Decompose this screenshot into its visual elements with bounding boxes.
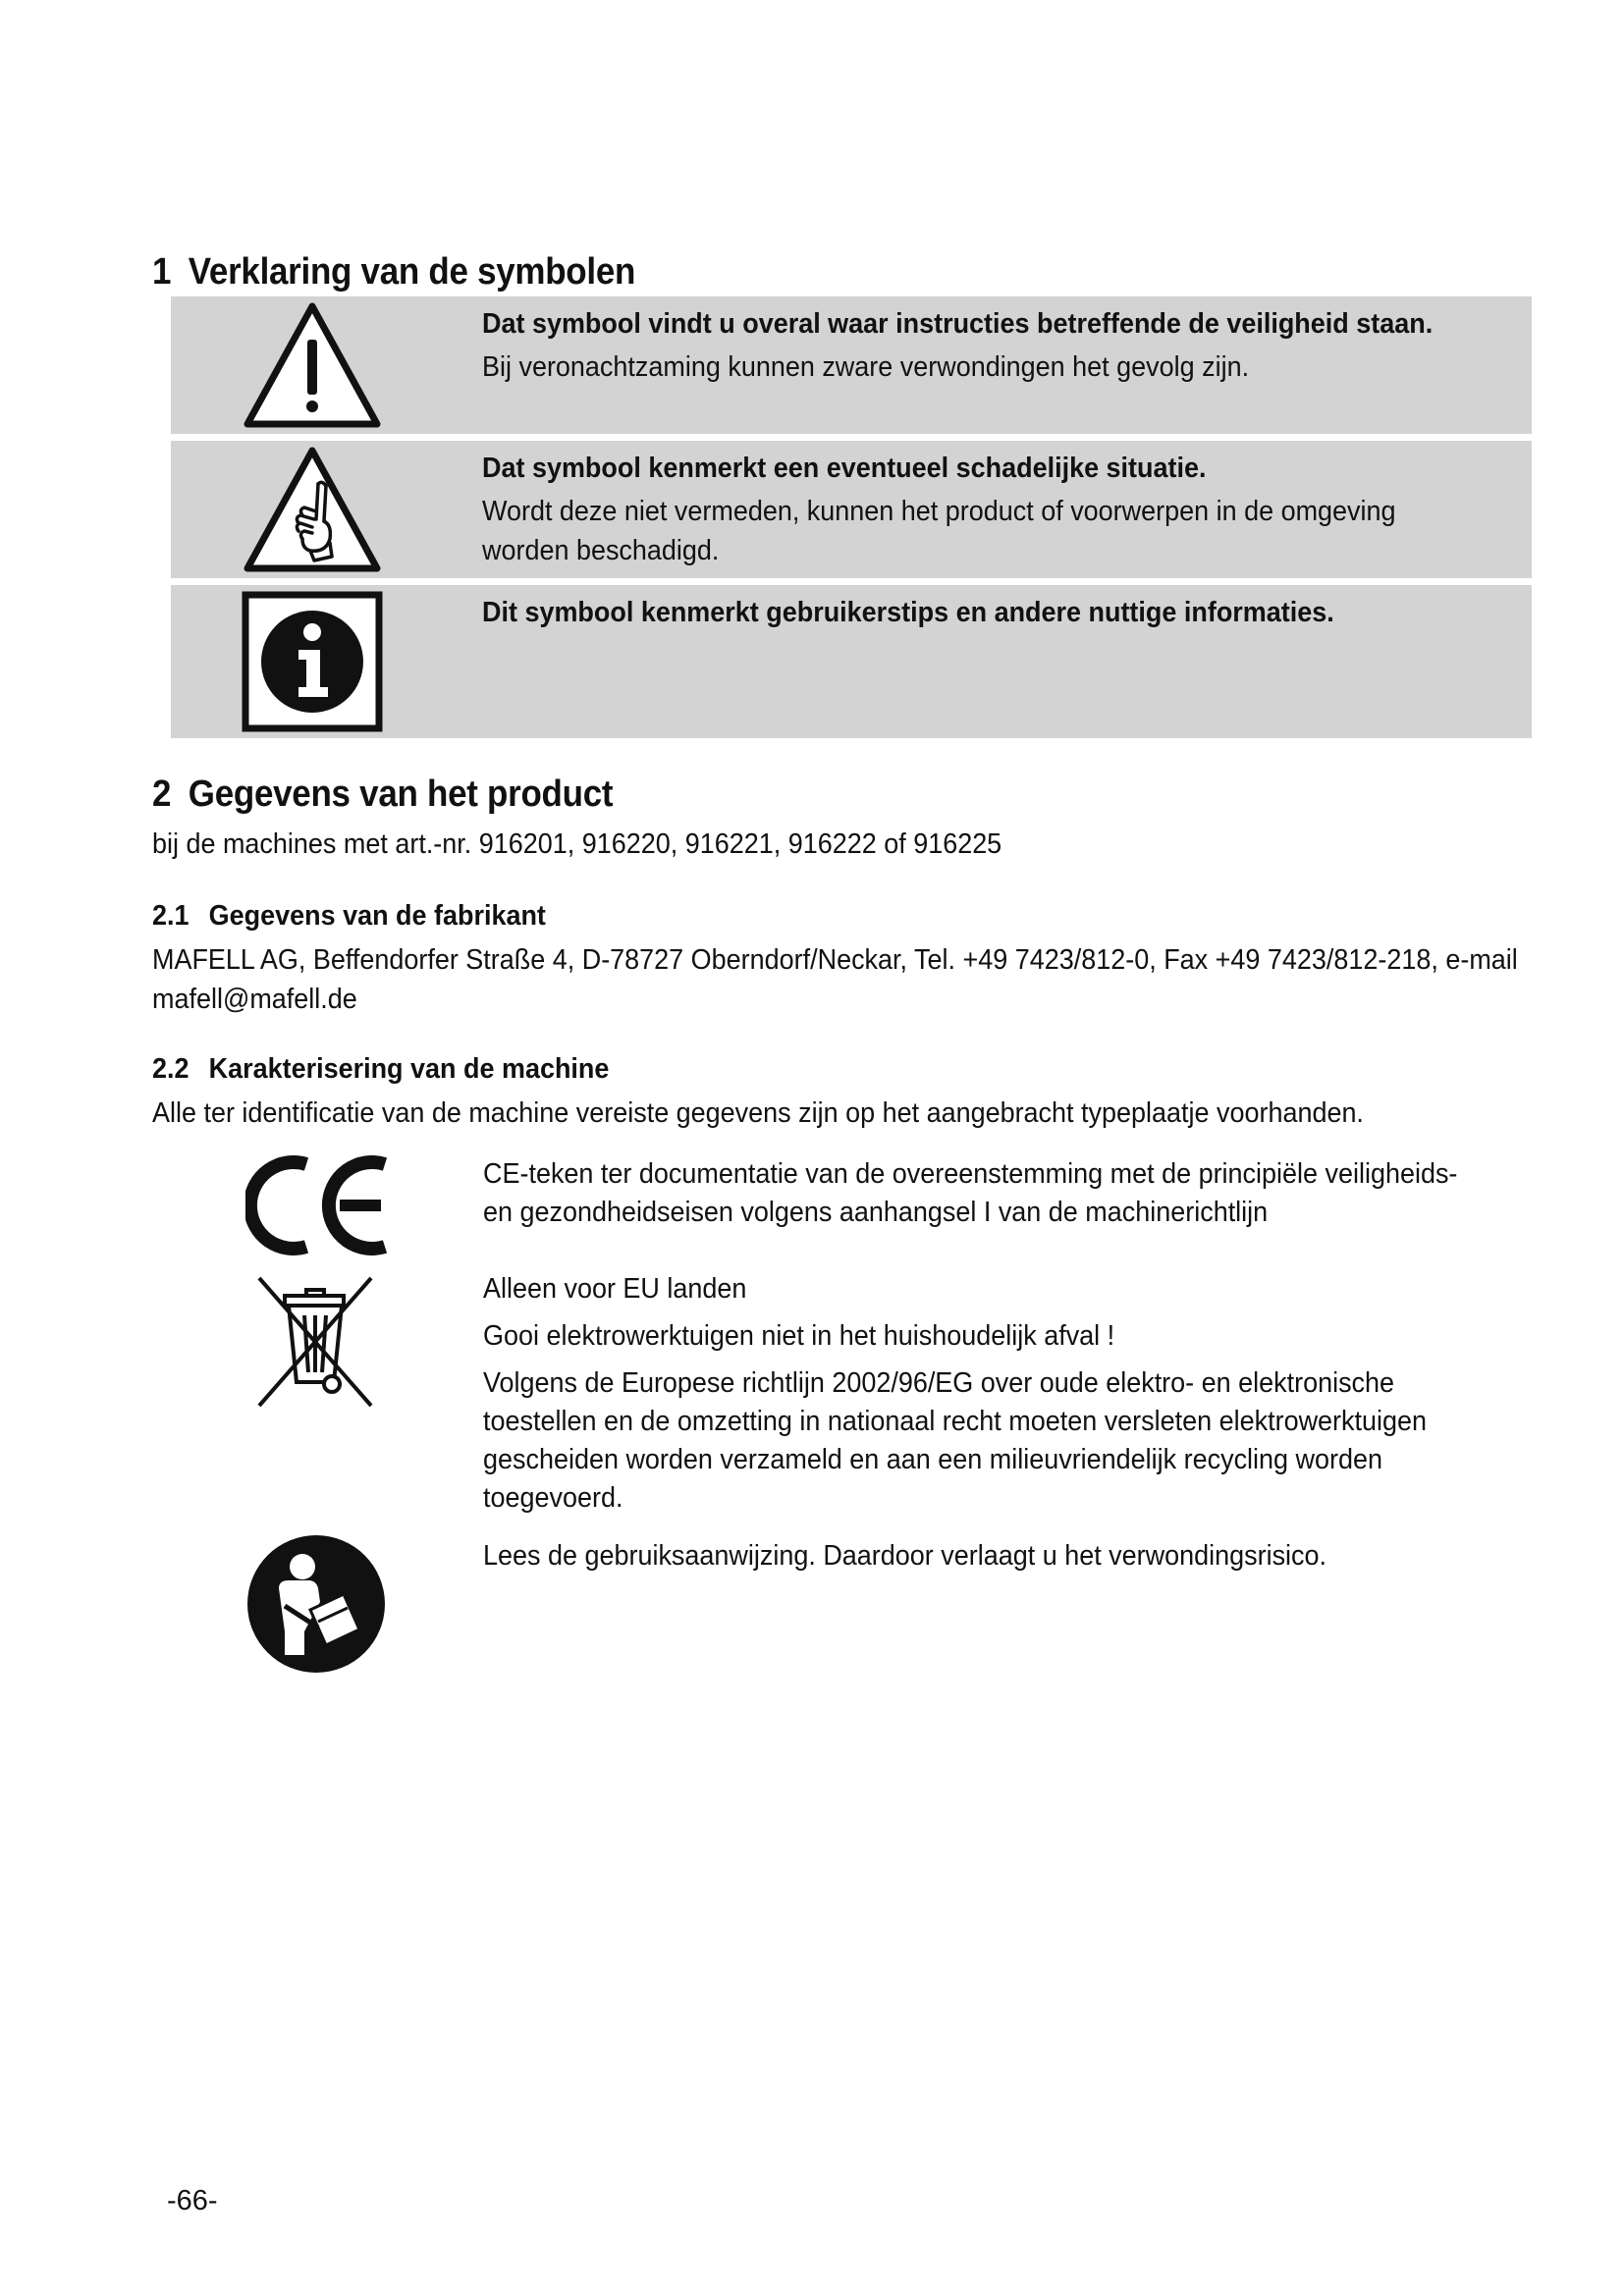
warning-hand-icon xyxy=(242,445,383,576)
weee-description xyxy=(483,1270,1488,1526)
symbol-title: Dit symbool kenmerkt gebruikerstips en andere nuttige informaties. xyxy=(482,597,1334,628)
weee-line: Gooi elektrowerktuigen niet in het huishoudelijk afval ! xyxy=(483,1320,1115,1352)
section-1-heading xyxy=(152,251,635,294)
symbol-description xyxy=(482,304,1487,387)
info-icon xyxy=(242,591,383,732)
weee-line: Volgens de Europese richtlijn 2002/96/EG over oude elektro- en elektronische toestellen en de omzetting in nationaal recht moeten versleten elektrowerktuigen gescheiden worden verzameld en aan een milieuvriendelijk recycling worden toegevoerd. xyxy=(483,1367,1428,1514)
symbol-detail: Wordt deze niet vermeden, kunnen het product of voorwerpen in de omgeving worden beschadigd. xyxy=(482,496,1396,566)
subsection-title: Gegevens van de fabrikant xyxy=(208,900,546,932)
crossed-out-bin-icon xyxy=(245,1274,385,1412)
manual-description: Lees de gebruiksaanwijzing. Daardoor verlaagt u het verwondingsrisico. xyxy=(483,1540,1327,1572)
symbol-title: Dat symbool kenmerkt een eventueel schadelijke situatie. xyxy=(482,453,1207,484)
warning-exclamation-icon xyxy=(242,300,383,432)
subsection-number: 2.1 xyxy=(152,900,189,932)
subsection-2-2-heading xyxy=(152,1053,609,1086)
symbol-row xyxy=(171,441,1532,585)
section-title: Verklaring van de symbolen xyxy=(188,251,636,293)
symbol-title: Dat symbool vindt u overal waar instructies betreffende de veiligheid staan. xyxy=(482,308,1434,340)
ce-mark-icon xyxy=(245,1150,393,1260)
subsection-title: Karakterisering van de machine xyxy=(208,1053,610,1085)
weee-line: Alleen voor EU landen xyxy=(483,1273,747,1305)
section-title: Gegevens van het product xyxy=(188,774,614,815)
section-number: 2 xyxy=(152,774,172,815)
machine-identification-text: Alle ter identificatie van de machine vereiste gegevens zijn op het aangebracht typeplaatje voorhanden. xyxy=(152,1097,1364,1129)
read-manual-icon xyxy=(245,1533,387,1675)
symbol-detail: Bij veronachtzaming kunnen zware verwondingen het gevolg zijn. xyxy=(482,351,1250,383)
symbol-description xyxy=(482,449,1487,570)
symbol-row xyxy=(171,296,1532,441)
symbols-table xyxy=(171,296,1532,738)
manufacturer-details: MAFELL AG, Beffendorfer Straße 4, D-78727 Oberndorf/Neckar, Tel. +49 7423/812-0, Fax +49 7423/812-218, e-mail mafell@mafell.de xyxy=(152,944,1518,1015)
page-number: -66- xyxy=(167,2185,218,2216)
subsection-number: 2.2 xyxy=(152,1053,189,1085)
section-2-heading xyxy=(152,774,613,816)
product-intro: bij de machines met art.-nr. 916201, 916220, 916221, 916222 of 916225 xyxy=(152,828,1002,860)
subsection-2-1-heading xyxy=(152,900,546,933)
symbol-description xyxy=(482,593,1487,636)
section-number: 1 xyxy=(152,251,172,293)
ce-mark-description: CE-teken ter documentatie van de overeenstemming met de principiële veiligheids- en gezondheidseisen volgens aanhangsel I van de machinerichtlijn xyxy=(483,1158,1458,1228)
symbol-row xyxy=(171,585,1532,738)
